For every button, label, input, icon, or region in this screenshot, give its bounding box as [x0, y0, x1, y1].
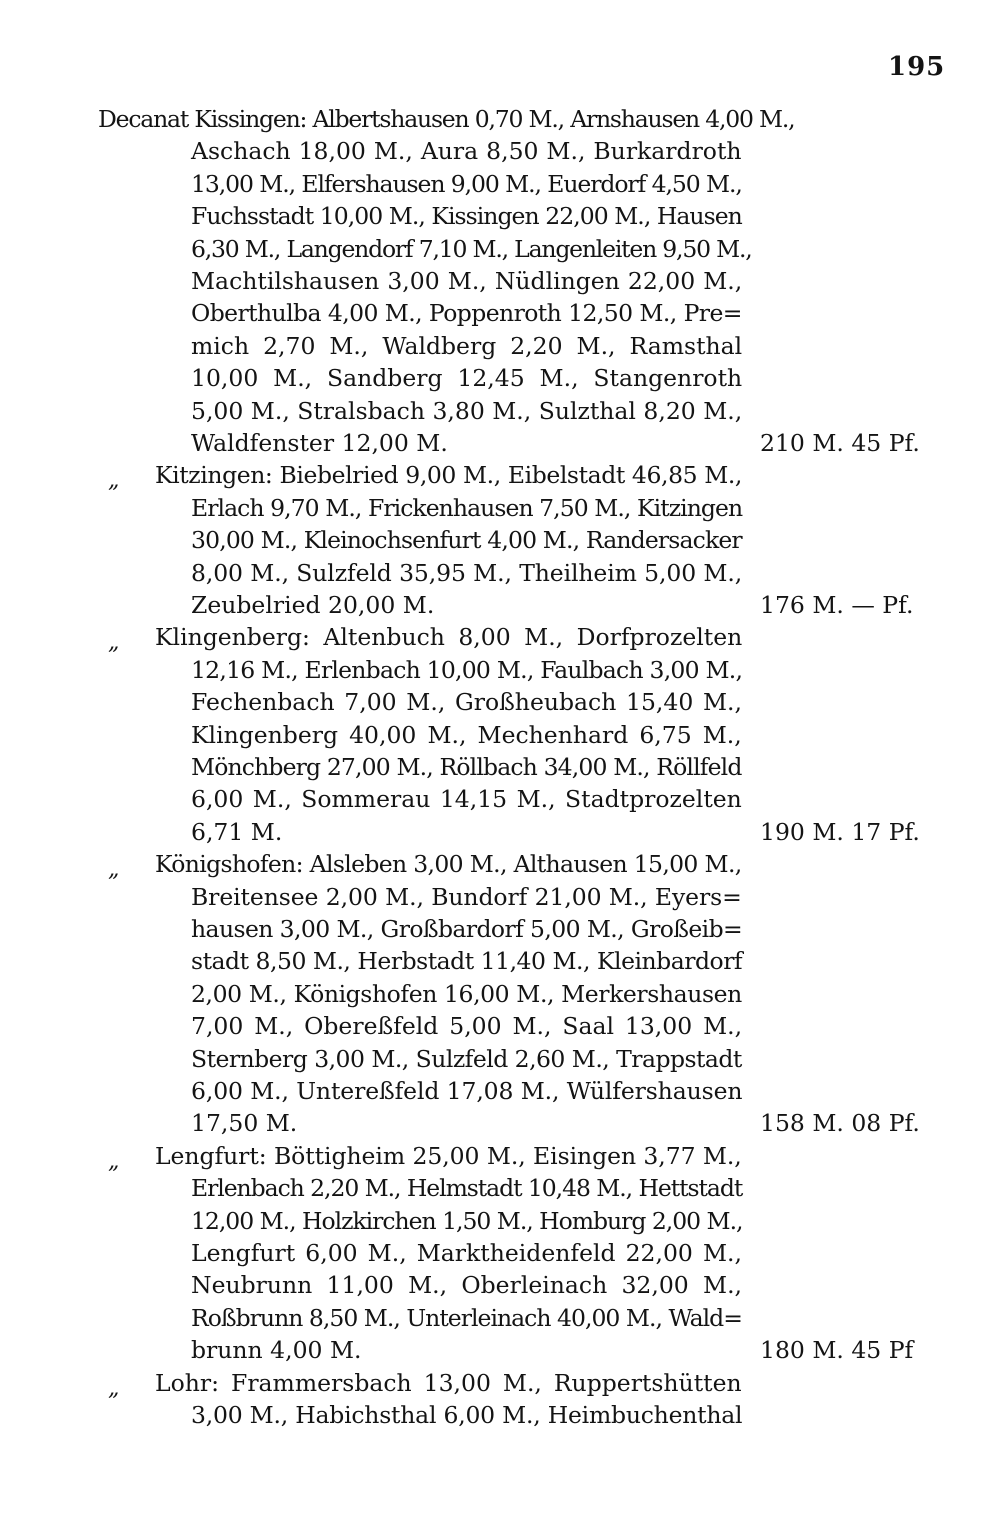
- entry-heading-line: Königshofen: Alsleben 3,00 M., Althausen 15,00 M.,: [155, 850, 742, 879]
- entry-text-line: 7,00 M., Obereßfeld 5,00 M., Saal 13,00 M.,: [191, 1012, 743, 1041]
- entry-text-line: Machtilshausen 3,00 M., Nüdlingen 22,00 M.,: [191, 267, 743, 295]
- entry-text-line: Oberthulba 4,00 M., Poppenroth 12,50 M., Pre=: [191, 299, 742, 328]
- entry-text-line: Zeubelried 20,00 M.: [191, 591, 435, 619]
- entry-text-line: 12,00 M., Holzkirchen 1,50 M., Homburg 2,00 M.,: [191, 1206, 743, 1235]
- ditto-mark: „: [108, 630, 120, 656]
- entry-total: 176 M. — Pf.: [760, 591, 914, 619]
- entry-heading-line: Lohr: Frammersbach 13,00 M., Ruppertshütten: [155, 1368, 742, 1397]
- page-number: 195: [888, 52, 946, 82]
- entry-text-line: 13,00 M., Elfershausen 9,00 M., Euerdorf 4,50 M.,: [191, 169, 742, 198]
- entry-text-line: Sternberg 3,00 M., Sulzfeld 2,60 M., Trappstadt: [191, 1044, 742, 1073]
- entry-text-line: Neubrunn 11,00 M., Oberleinach 32,00 M.,: [191, 1271, 743, 1300]
- entry-text-line: 6,71 M.: [191, 817, 283, 846]
- entry-text-line: Fuchsstadt 10,00 M., Kissingen 22,00 M., Hausen: [191, 202, 742, 231]
- entry-text-line: Mönchberg 27,00 M., Röllbach 34,00 M., Röllfeld: [191, 753, 742, 781]
- entry-text-line: brunn 4,00 M.: [191, 1336, 362, 1365]
- entry-text-line: Erlenbach 2,20 M., Helmstadt 10,48 M., Hettstadt: [191, 1174, 743, 1203]
- entry-text-line: Aschach 18,00 M., Aura 8,50 M., Burkardroth: [191, 137, 742, 166]
- entry-text-line: Breitensee 2,00 M., Bundorf 21,00 M., Eyers=: [191, 882, 742, 911]
- entry-text-line: 17,50 M.: [191, 1109, 298, 1138]
- entry-text-line: 8,00 M., Sulzfeld 35,95 M., Theilheim 5,00 M.,: [191, 558, 743, 587]
- entry-text-line: 5,00 M., Stralsbach 3,80 M., Sulzthal 8,20 M.,: [191, 396, 743, 425]
- entry-total: 158 M. 08 Pf.: [760, 1109, 920, 1138]
- entry-text-line: Fechenbach 7,00 M., Großheubach 15,40 M.,: [191, 688, 742, 717]
- entry-text-line: 12,16 M., Erlenbach 10,00 M., Faulbach 3,00 M.,: [191, 655, 743, 684]
- entry-text-line: Erlach 9,70 M., Frickenhausen 7,50 M., Kitzingen: [191, 493, 743, 522]
- entry-text-line: 10,00 M., Sandberg 12,45 M., Stangenroth: [191, 364, 743, 393]
- entry-total: 180 M. 45 Pf: [760, 1336, 914, 1365]
- entry-text-line: 6,00 M., Sommerau 14,15 M., Stadtprozelten: [191, 785, 742, 814]
- entry-text-line: 3,00 M., Habichsthal 6,00 M., Heimbuchenthal: [191, 1401, 743, 1429]
- ditto-mark: „: [108, 857, 120, 883]
- entry-text-line: 30,00 M., Kleinochsenfurt 4,00 M., Randersacker: [191, 526, 742, 555]
- entry-text-line: hausen 3,00 M., Großbardorf 5,00 M., Großeib=: [191, 915, 743, 943]
- entry-text-line: Roßbrunn 8,50 M., Unterleinach 40,00 M., Wald=: [191, 1303, 742, 1332]
- entry-total: 190 M. 17 Pf.: [760, 817, 920, 846]
- entry-text-line: Lengfurt 6,00 M., Marktheidenfeld 22,00 M.,: [191, 1239, 742, 1267]
- entry-heading-line: Klingenberg: Altenbuch 8,00 M., Dorfprozelten: [155, 623, 743, 652]
- entry-heading-line: Kitzingen: Biebelried 9,00 M., Eibelstadt 46,85 M.,: [155, 461, 742, 490]
- ditto-mark: „: [108, 1148, 120, 1174]
- entry-text-line: 2,00 M., Königshofen 16,00 M., Merkershausen: [191, 979, 742, 1008]
- entry-text-line: Klingenberg 40,00 M., Mechenhard 6,75 M.,: [191, 720, 742, 749]
- ditto-mark: „: [108, 1375, 120, 1401]
- entry-text-line: stadt 8,50 M., Herbstadt 11,40 M., Kleinbardorf: [191, 947, 743, 976]
- entry-text-line: mich 2,70 M., Waldberg 2,20 M., Ramsthal: [191, 331, 743, 360]
- entry-total: 210 M. 45 Pf.: [760, 429, 920, 457]
- entry-text-line: 6,30 M., Langendorf 7,10 M., Langenleiten 9,50 M.,: [191, 234, 752, 263]
- entry-heading-line: Lengfurt: Böttigheim 25,00 M., Eisingen 3,77 M.,: [155, 1141, 742, 1170]
- entry-text-line: Waldfenster 12,00 M.: [191, 429, 448, 457]
- entry-text-line: 6,00 M., Untereßfeld 17,08 M., Wülfershausen: [191, 1077, 743, 1105]
- entry-heading-line: Decanat Kissingen: Albertshausen 0,70 M., Arnshausen 4,00 M.,: [98, 105, 795, 133]
- ditto-mark: „: [108, 468, 120, 494]
